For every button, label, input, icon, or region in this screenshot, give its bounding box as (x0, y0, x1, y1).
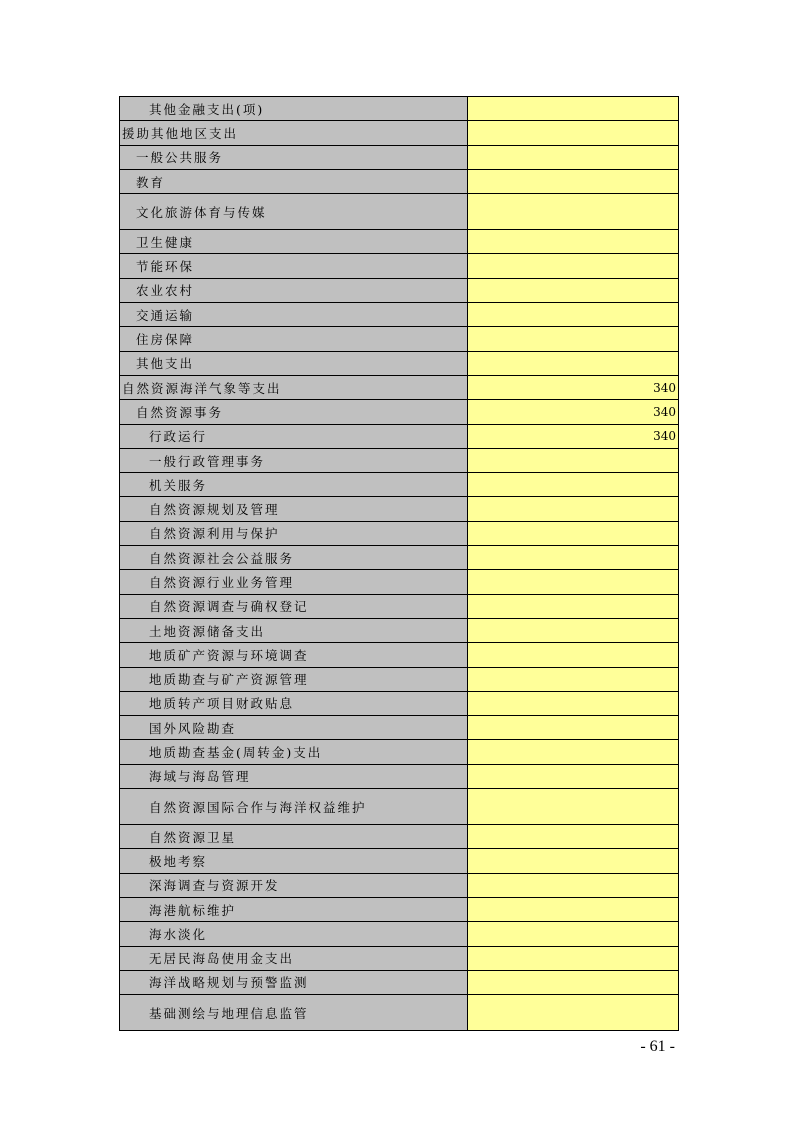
item-value-cell (468, 570, 679, 594)
item-value-cell (468, 825, 679, 849)
item-name-cell: 援助其他地区支出 (120, 121, 468, 145)
item-value-cell (468, 194, 679, 230)
table-row (120, 849, 679, 873)
item-name-cell: 自然资源规划及管理 (120, 497, 468, 521)
budget-table (119, 96, 679, 1031)
table-row (120, 194, 679, 230)
table-row (120, 425, 679, 449)
item-value-cell (468, 874, 679, 898)
item-name-cell: 其他支出 (120, 352, 468, 376)
item-name-cell: 自然资源事务 (120, 400, 468, 424)
item-value-cell (468, 643, 679, 667)
item-value-cell (468, 922, 679, 946)
item-name-cell: 海港航标维护 (120, 898, 468, 922)
item-value-cell (468, 97, 679, 121)
table-row (120, 230, 679, 254)
item-value-cell (468, 522, 679, 546)
item-name-cell: 行政运行 (120, 425, 468, 449)
item-value-cell (468, 947, 679, 971)
item-name-cell: 自然资源利用与保护 (120, 522, 468, 546)
item-name-cell: 其他金融支出(项) (120, 97, 468, 121)
item-name-cell: 深海调查与资源开发 (120, 874, 468, 898)
table-row (120, 473, 679, 497)
table-row (120, 874, 679, 898)
item-name-cell: 海域与海岛管理 (120, 765, 468, 789)
item-value-cell (468, 254, 679, 278)
item-name-cell: 节能环保 (120, 254, 468, 278)
item-value-cell (468, 692, 679, 716)
table-row (120, 170, 679, 194)
item-value-cell (468, 279, 679, 303)
item-name-cell: 自然资源卫星 (120, 825, 468, 849)
item-value-cell (468, 740, 679, 764)
table-row (120, 570, 679, 594)
table-row (120, 376, 679, 400)
table-row (120, 352, 679, 376)
item-name-cell: 无居民海岛使用金支出 (120, 947, 468, 971)
item-value-cell (468, 898, 679, 922)
table-row (120, 947, 679, 971)
item-value-cell (468, 170, 679, 194)
table-row (120, 595, 679, 619)
item-value-cell (468, 327, 679, 351)
table-row (120, 400, 679, 424)
item-value-cell: 340 (468, 400, 679, 424)
item-name-cell: 农业农村 (120, 279, 468, 303)
item-name-cell: 自然资源社会公益服务 (120, 546, 468, 570)
table-row (120, 279, 679, 303)
item-name-cell: 自然资源海洋气象等支出 (120, 376, 468, 400)
item-name-cell: 海洋战略规划与预警监测 (120, 971, 468, 995)
table-row (120, 619, 679, 643)
page-number: - 61 - (640, 1038, 675, 1055)
item-name-cell: 地质勘查基金(周转金)支出 (120, 740, 468, 764)
table-row (120, 971, 679, 995)
item-name-cell: 一般公共服务 (120, 146, 468, 170)
item-value-cell (468, 995, 679, 1031)
table-row (120, 303, 679, 327)
item-value-cell (468, 789, 679, 825)
table-row (120, 522, 679, 546)
item-value-cell (468, 473, 679, 497)
item-name-cell: 地质矿产资源与环境调查 (120, 643, 468, 667)
item-name-cell: 地质勘查与矿产资源管理 (120, 668, 468, 692)
item-name-cell: 自然资源行业业务管理 (120, 570, 468, 594)
item-value-cell (468, 716, 679, 740)
table-row (120, 995, 679, 1031)
item-value-cell (468, 619, 679, 643)
item-value-cell: 340 (468, 425, 679, 449)
item-value-cell (468, 230, 679, 254)
item-name-cell: 海水淡化 (120, 922, 468, 946)
table-row (120, 497, 679, 521)
table-row (120, 327, 679, 351)
item-name-cell: 基础测绘与地理信息监管 (120, 995, 468, 1031)
item-name-cell: 极地考察 (120, 849, 468, 873)
item-value-cell (468, 121, 679, 145)
item-name-cell: 文化旅游体育与传媒 (120, 194, 468, 230)
table-row (120, 97, 679, 121)
item-value-cell (468, 449, 679, 473)
table-row (120, 146, 679, 170)
table-row (120, 740, 679, 764)
item-name-cell: 土地资源储备支出 (120, 619, 468, 643)
item-value-cell (468, 668, 679, 692)
table-row (120, 898, 679, 922)
table-row (120, 254, 679, 278)
item-value-cell (468, 595, 679, 619)
table-row (120, 643, 679, 667)
table-row (120, 789, 679, 825)
item-value-cell (468, 352, 679, 376)
table-row (120, 825, 679, 849)
table-row (120, 668, 679, 692)
item-name-cell: 自然资源国际合作与海洋权益维护 (120, 789, 468, 825)
item-value-cell: 340 (468, 376, 679, 400)
item-value-cell (468, 546, 679, 570)
item-name-cell: 卫生健康 (120, 230, 468, 254)
item-name-cell: 地质转产项目财政贴息 (120, 692, 468, 716)
table-row (120, 449, 679, 473)
item-name-cell: 教育 (120, 170, 468, 194)
item-name-cell: 交通运输 (120, 303, 468, 327)
item-name-cell: 自然资源调查与确权登记 (120, 595, 468, 619)
table-row (120, 121, 679, 145)
table-row (120, 922, 679, 946)
item-value-cell (468, 146, 679, 170)
table-row (120, 765, 679, 789)
table-row (120, 692, 679, 716)
item-value-cell (468, 497, 679, 521)
table-row (120, 716, 679, 740)
item-value-cell (468, 303, 679, 327)
item-value-cell (468, 765, 679, 789)
item-name-cell: 住房保障 (120, 327, 468, 351)
item-name-cell: 机关服务 (120, 473, 468, 497)
item-name-cell: 一般行政管理事务 (120, 449, 468, 473)
item-value-cell (468, 849, 679, 873)
table-row (120, 546, 679, 570)
item-value-cell (468, 971, 679, 995)
item-name-cell: 国外风险勘查 (120, 716, 468, 740)
